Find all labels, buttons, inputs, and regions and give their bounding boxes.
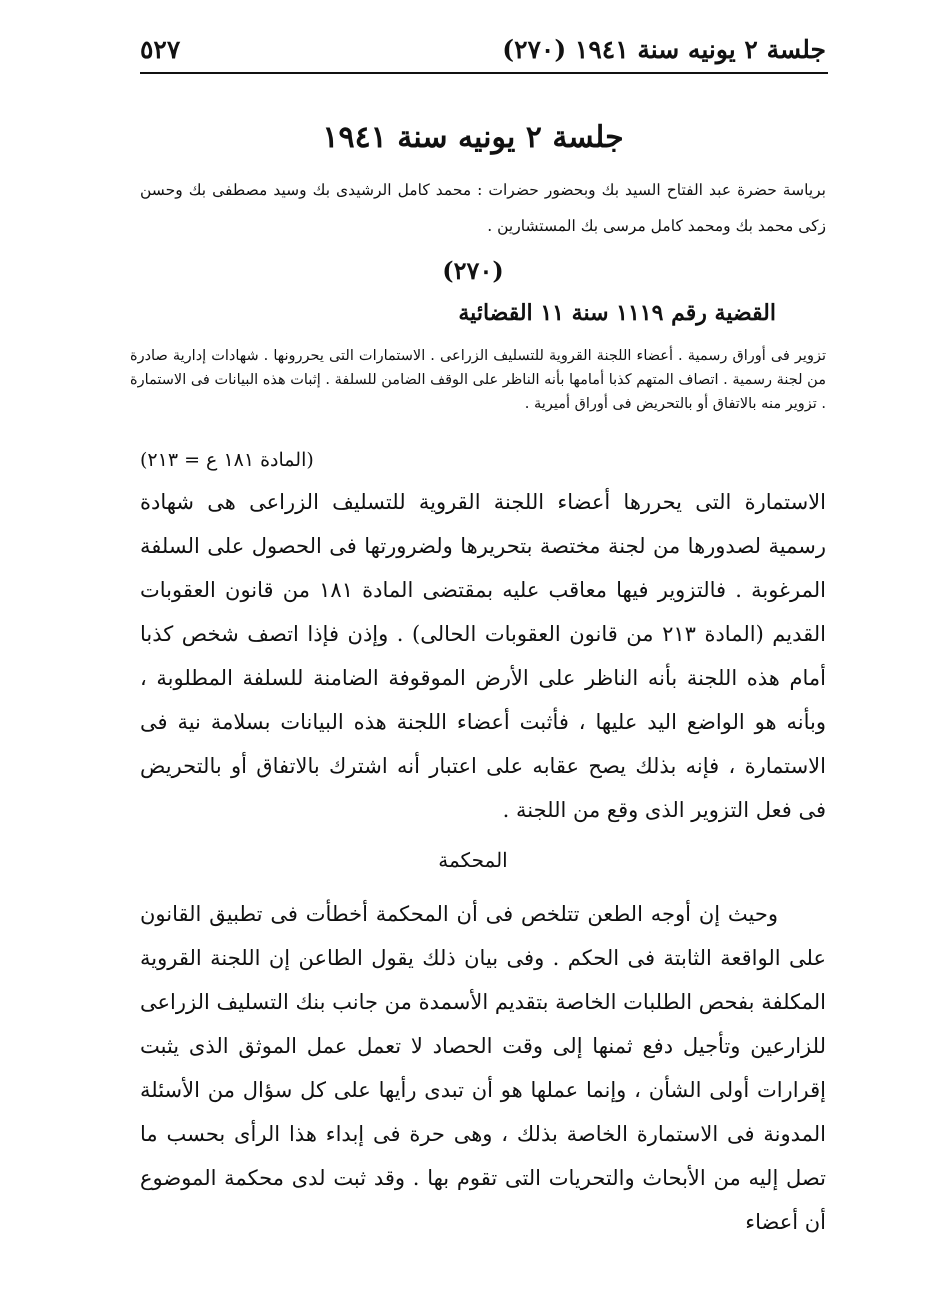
running-header [140,28,826,70]
running-header-title: جلسة ٢ يونيه سنة ١٩٤١ (٢٧٠) [502,34,826,64]
article-reference: (المادة ١٨١ ع = ٢١٣) [140,449,314,471]
page-number: ٥٢٧ [140,34,181,64]
headnote-paragraph: تزوير فى أوراق رسمية . أعضاء اللجنة القروية للتسليف الزراعى . الاستمارات التى يحررونها . شهادات إدارية صادرة من لجنة رسمية . اتصاف المتهم كذبا أمامها بأنه الناظر على الوقف الضامن للسلفة . إثبات هذه البيانات فى الاستمارة . تزوير منه بالاتفاق أو بالتحريض فى أوراق أميرية . [130,348,826,412]
session-title: جلسة ٢ يونيه سنة ١٩٤١ [322,120,624,155]
header-divider [140,72,828,74]
principle-paragraph: الاستمارة التى يحررها أعضاء اللجنة القروية للتسليف الزراعى هى شهادة رسمية لصدورها من لجنة مختصة بتحريرها ولضرورتها فى الحصول على السلفة المرغوبة . فالتزوير فيها معاقب عليه بمقتضى المادة ١٨١ من قانون العقوبات القديم (المادة ٢١٣ من قانون العقوبات الحالى) . وإذن فإذا اتصف شخص كذبا أمام هذه اللجنة بأنه الناظر على الأرض الموقوفة الضامنة للسلفة المطلوبة ، وبأنه هو الواضع اليد عليها ، فأثبت أعضاء اللجنة هذه البيانات بسلامة نية فى الاستمارة ، فإنه بذلك يصح عقابه على اعتبار أنه اشترك بالاتفاق أو بالتحريض فى فعل التزوير الذى وقع من اللجنة . [140,490,826,822]
presidency-paragraph: برياسة حضرة عبد الفتاح السيد بك وبحضور حضرات : محمد كامل الرشيدى بك وسيد مصطفى بك وحسن زكى محمد بك ومحمد كامل مرسى بك المستشارين . [140,181,826,235]
judgment-paragraph: وحيث إن أوجه الطعن تتلخص فى أن المحكمة أخطأت فى تطبيق القانون على الواقعة الثابتة فى الحكم . وفى بيان ذلك يقول الطاعن إن اللجنة القروية المكلفة بفحص الطلبات الخاصة بتقديم الأسمدة من جانب بنك التسليف الزراعى للزارعين وتأجيل دفع ثمنها إلى وقت الحصاد لا تعمل عمل الموثق الذى يثبت إقرارات أولى الشأن ، وإنما عملها هو أن تبدى رأيها على كل سؤال من الأسئلة المدونة فى الاستمارة الخاصة بذلك ، وهى حرة فى إبداء هذا الرأى بحسب ما تصل إليه من الأبحاث والتحريات التى تقوم بها . وقد ثبت لدى محكمة الموضوع أن أعضاء [140,902,826,1234]
court-heading: المحكمة [438,848,508,872]
case-reference: القضية رقم ١١١٩ سنة ١١ القضائية [458,300,776,326]
case-number: (٢٧٠) [442,256,504,285]
